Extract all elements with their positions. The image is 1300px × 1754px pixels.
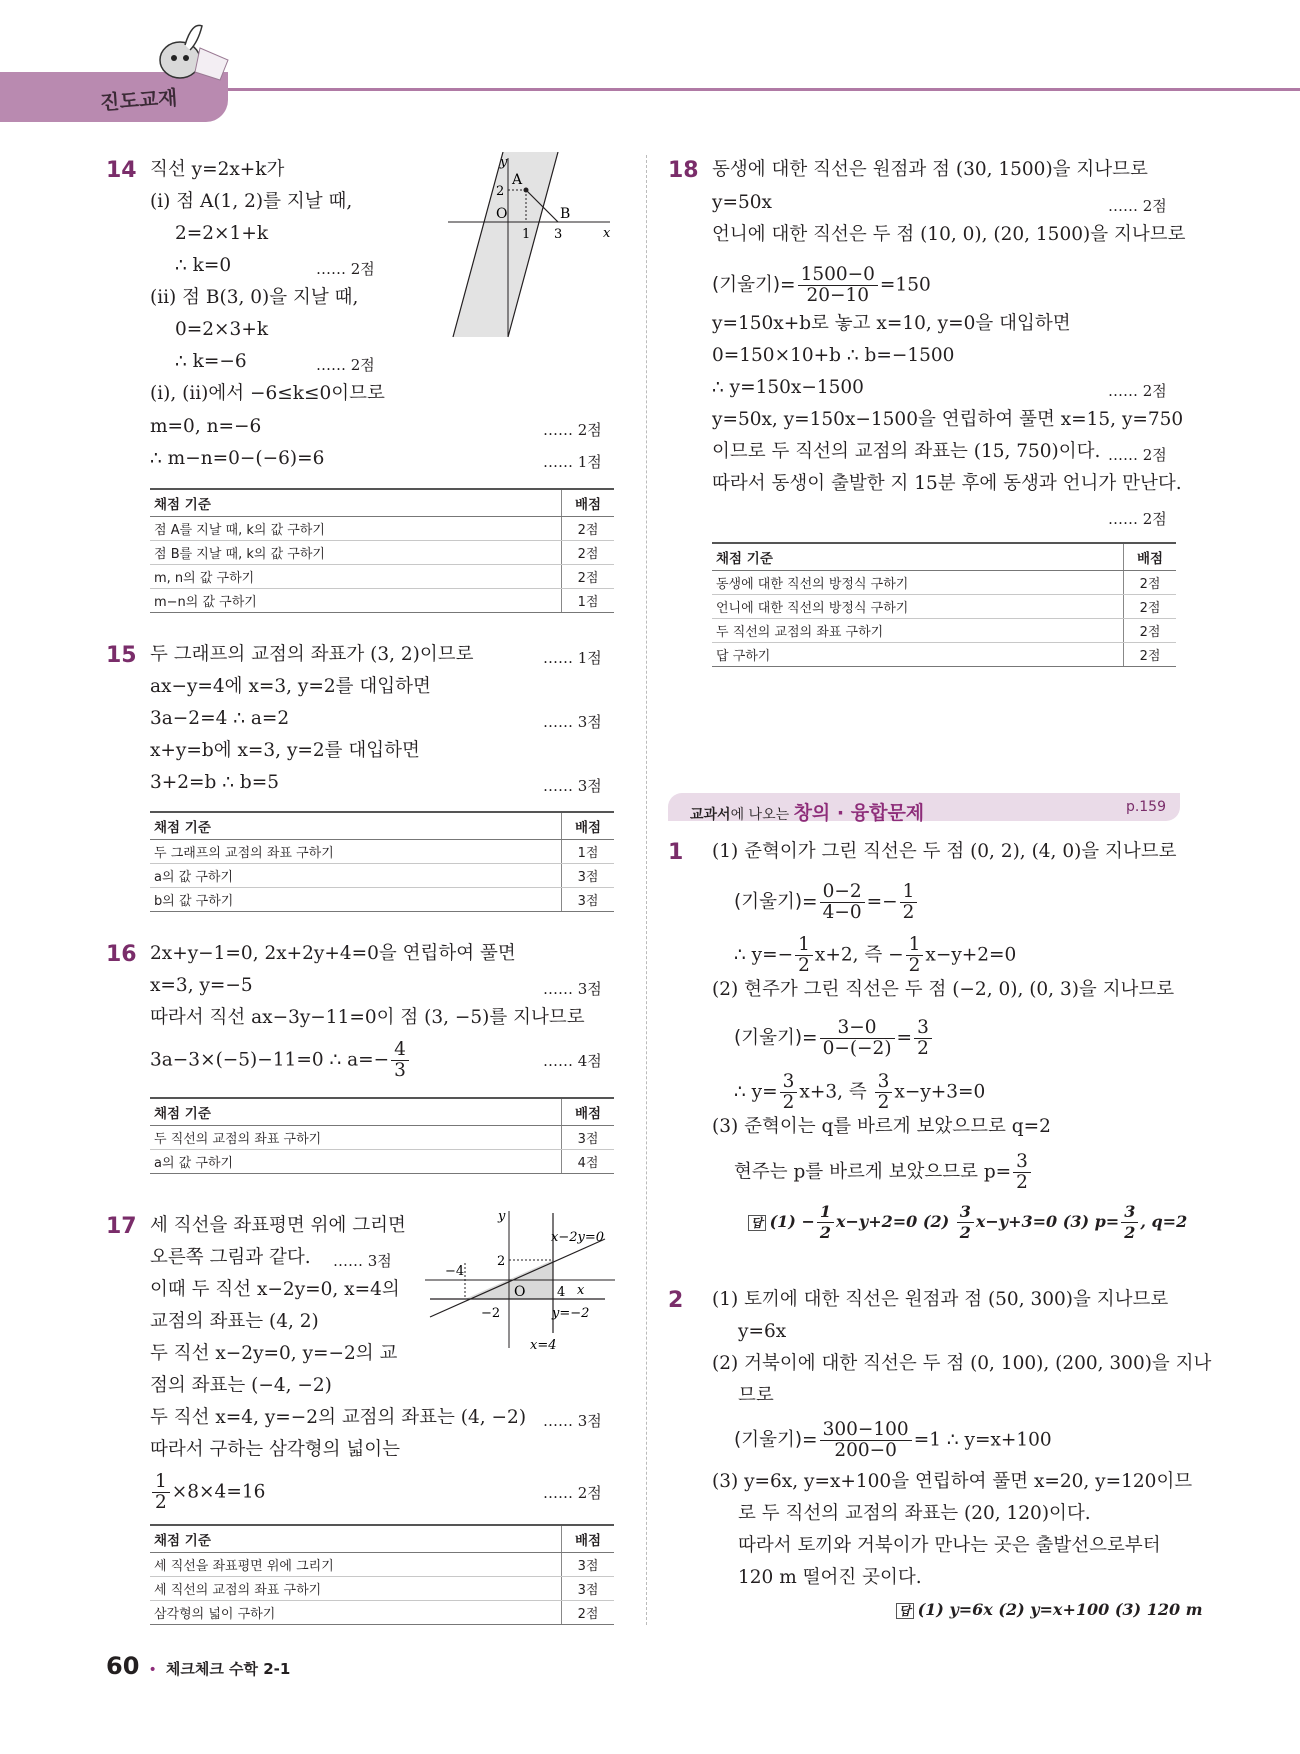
scoring-criterion: m, n의 값 구하기 [150, 565, 562, 589]
q14-x-label: x [603, 226, 611, 241]
scoring-header: 배점 [562, 489, 615, 517]
q14-shaded-region [453, 152, 558, 337]
p1-text: (기울기)= [734, 891, 818, 913]
p1-line [734, 1072, 985, 1113]
q17-line-label: y=−2 [552, 1306, 590, 1321]
q17-line: 점의 좌표는 (−4, −2) [150, 1375, 332, 1396]
q16-scoring-table [150, 1097, 614, 1174]
q14-A-label: A [512, 172, 523, 188]
q18-line: 이므로 두 직선의 교점의 좌표는 (15, 750)이다. [712, 441, 1101, 462]
frac-numerator: 3 [1121, 1202, 1138, 1223]
q14-points: …… 1점 [543, 453, 602, 471]
p1-answer [748, 1202, 1187, 1243]
scoring-criterion: 답 구하기 [712, 643, 1124, 667]
q15-line: 두 그래프의 교점의 좌표가 (3, 2)이므로 [150, 644, 474, 665]
q16-points: …… 3점 [543, 980, 602, 998]
q14-B-label: B [560, 206, 571, 222]
footer-bullet: • [148, 1662, 157, 1678]
q17-line [150, 1472, 265, 1513]
q17-graph [425, 1203, 625, 1353]
q14-line: m=0, n=−6 [150, 416, 262, 437]
q17-line-label: x−2y=0 [551, 1230, 605, 1245]
q15-line: x+y=b에 x=3, y=2를 대입하면 [150, 740, 420, 761]
scoring-points: 4점 [562, 1150, 615, 1174]
q17-line: 두 직선 x−2y=0, y=−2의 교 [150, 1343, 398, 1364]
frac-numerator: 1 [795, 935, 813, 956]
p1-text: =− [866, 891, 898, 913]
p1-line: (1) 준혁이가 그린 직선은 두 점 (0, 2), (4, 0)을 지나므로 [712, 841, 1177, 862]
p1-text: ∴ y= [734, 1081, 778, 1103]
frac-numerator: 3 [914, 1018, 932, 1039]
q18-line: ∴ y=150x−1500 [712, 377, 864, 398]
scoring-points: 3점 [562, 864, 615, 888]
q17-scoring-table [150, 1524, 614, 1625]
answer-box-icon: 답 [896, 1603, 914, 1619]
q17-x-label: x [577, 1283, 585, 1298]
q18-points: …… 2점 [1108, 197, 1167, 215]
q18-points: …… 2점 [1108, 510, 1167, 528]
scoring-criterion: 두 직선의 교점의 좌표 구하기 [712, 619, 1124, 643]
q18-line: y=50x [712, 192, 772, 213]
frac-numerator: 1500−0 [798, 265, 878, 286]
p2-line: (3) y=6x, y=x+100을 연립하여 풀면 x=20, y=120이므 [712, 1471, 1193, 1492]
q17-line: 교점의 좌표는 (4, 2) [150, 1311, 319, 1332]
q16-line [150, 1040, 411, 1081]
q17-line-label: x=4 [530, 1338, 557, 1353]
p1-text: x+3, 즉 [799, 1081, 873, 1103]
q18-line-text: (기울기)= [712, 274, 796, 296]
scoring-header: 채점 기준 [150, 1098, 562, 1126]
p1-answer-fraction [817, 1202, 834, 1243]
q14-line: ∴ k=−6 [175, 351, 247, 372]
q14-line: ∴ m−n=0−(−6)=6 [150, 448, 325, 469]
section-title [690, 798, 924, 825]
q17-line: 세 직선을 좌표평면 위에 그리면 [150, 1215, 406, 1236]
p1-text: x−y+3=0 [894, 1081, 986, 1103]
q17-line: 따라서 구하는 삼각형의 넓이는 [150, 1439, 400, 1460]
p1-fraction [906, 935, 924, 976]
q18-points: …… 2점 [1108, 446, 1167, 464]
scoring-points: 1점 [562, 840, 615, 864]
p1-line [734, 882, 919, 923]
q17-line: 이때 두 직선 x−2y=0, x=4의 [150, 1279, 400, 1300]
p1-text: = [896, 1027, 913, 1049]
section-header-bar [668, 793, 1180, 824]
q17-line-text: ×8×4=16 [171, 1481, 266, 1503]
q17-line: 오른쪽 그림과 같다. [150, 1247, 311, 1268]
scoring-points: 2점 [562, 517, 615, 541]
frac-numerator: 3 [1013, 1152, 1031, 1173]
scoring-header: 배점 [562, 812, 615, 840]
q14-line: ∴ k=0 [175, 255, 232, 276]
q15-points: …… 3점 [543, 777, 602, 795]
q18-line-text: =150 [879, 274, 931, 296]
q14-line: 0=2×3+k [175, 319, 269, 340]
scoring-points: 3점 [562, 1553, 615, 1577]
scoring-criterion: 삼각형의 넓이 구하기 [150, 1601, 562, 1625]
p2-line: 120 m 떨어진 곳이다. [738, 1567, 922, 1588]
q18-slope-fraction [798, 265, 878, 306]
q16-line: x=3, y=−5 [150, 975, 253, 996]
q14-origin-label: O [496, 206, 508, 222]
p2-line: y=6x [738, 1321, 787, 1342]
p1-text: ∴ y=− [734, 944, 794, 966]
q18-points: …… 2점 [1108, 382, 1167, 400]
frac-denominator: 2 [959, 1223, 971, 1242]
section-prefix: 교과서 [690, 807, 731, 823]
q17-line: 두 직선 x=4, y=−2의 교점의 좌표는 (4, −2) [150, 1407, 527, 1428]
p1-fraction [1013, 1152, 1031, 1193]
scoring-points: 3점 [562, 1577, 615, 1601]
q16-points: …… 4점 [543, 1052, 602, 1070]
frac-denominator: 2 [155, 1492, 167, 1513]
p1-answer-fraction [957, 1202, 974, 1243]
scoring-criterion: b의 값 구하기 [150, 888, 562, 912]
scoring-points: 2점 [1124, 619, 1177, 643]
scoring-points: 3점 [562, 888, 615, 912]
question-15-number: 15 [106, 643, 137, 668]
q17-tick-4: 4 [557, 1285, 566, 1300]
p2-text: =1 ∴ y=x+100 [913, 1429, 1052, 1451]
q14-scoring-table [150, 488, 614, 613]
frac-denominator: 2 [782, 1092, 795, 1113]
scoring-criterion: 세 직선을 좌표평면 위에 그리기 [150, 1553, 562, 1577]
q15-scoring-table [150, 811, 614, 912]
q14-points: …… 2점 [316, 356, 375, 374]
q17-half-fraction [152, 1472, 170, 1513]
scoring-header: 채점 기준 [150, 489, 562, 517]
frac-denominator: 2 [798, 955, 810, 976]
frac-numerator: 1 [817, 1202, 834, 1223]
frac-numerator: 3 [875, 1072, 893, 1093]
answer-box-icon: 답 [748, 1215, 766, 1231]
p1-line: (3) 준혁이는 q를 바르게 보았으므로 q=2 [712, 1116, 1051, 1137]
q14-line: (ⅱ) 점 B(3, 0)을 지날 때, [150, 287, 359, 308]
frac-denominator: 2 [902, 902, 915, 923]
scoring-points: 2점 [562, 565, 615, 589]
frac-numerator: 3 [957, 1202, 974, 1223]
q14-line: (ⅰ), (ⅱ)에서 −6≤k≤0이므로 [150, 383, 385, 404]
q18-line: 동생에 대한 직선은 원점과 점 (30, 1500)을 지나므로 [712, 159, 1148, 180]
p1-answer-text: (1) − [769, 1212, 815, 1231]
section-page-ref: p.159 [1125, 799, 1166, 815]
scoring-header: 채점 기준 [150, 812, 562, 840]
p2-text: (기울기)= [734, 1429, 818, 1451]
p1-fraction [820, 882, 865, 923]
book-title: 체크체크 수학 2-1 [165, 1660, 291, 1678]
q17-points: …… 2점 [543, 1484, 602, 1502]
p1-fraction [780, 1072, 798, 1113]
scoring-points: 2점 [1124, 643, 1177, 667]
p2-line: (2) 거북이에 대한 직선은 두 점 (0, 100), (200, 300)을 지나 [712, 1353, 1212, 1374]
p1-line [734, 935, 1016, 976]
q15-line: 3a−2=4 ∴ a=2 [150, 708, 290, 729]
scoring-header: 배점 [562, 1525, 615, 1553]
p1-fraction [900, 882, 918, 923]
scoring-points: 3점 [562, 1126, 615, 1150]
p2-line: 므로 [738, 1385, 774, 1406]
q17-tick-m4: −4 [445, 1264, 465, 1279]
frac-denominator: 4−0 [822, 902, 862, 923]
q14-line: 2=2×1+k [175, 223, 269, 244]
column-divider [646, 155, 647, 1625]
scoring-criterion: a의 값 구하기 [150, 1150, 562, 1174]
p1-fraction [820, 1018, 895, 1059]
p1-text: x+2, 즉 − [814, 944, 904, 966]
q14-line: (ⅰ) 점 A(1, 2)를 지날 때, [150, 191, 353, 212]
q18-scoring-table [712, 542, 1176, 667]
scoring-criterion: 언니에 대한 직선의 방정식 구하기 [712, 595, 1124, 619]
q17-origin-label: O [514, 1284, 526, 1300]
p1-answer-text: x−y+3=0 (3) p= [975, 1212, 1120, 1231]
p2-line: (1) 토끼에 대한 직선은 원점과 점 (50, 300)을 지나므로 [712, 1289, 1169, 1310]
frac-denominator: 2 [877, 1092, 890, 1113]
frac-denominator: 2 [819, 1223, 831, 1242]
scoring-criterion: 두 그래프의 교점의 좌표 구하기 [150, 840, 562, 864]
section-title-main: 창의 · 융합문제 [793, 802, 925, 824]
p1-text: (기울기)= [734, 1027, 818, 1049]
frac-denominator: 2 [1124, 1223, 1136, 1242]
frac-numerator: 1 [900, 882, 918, 903]
scoring-header: 배점 [562, 1098, 615, 1126]
p1-answer-fraction [1121, 1202, 1138, 1243]
question-14-number: 14 [106, 158, 137, 183]
scoring-criterion: m−n의 값 구하기 [150, 589, 562, 613]
scoring-criterion: 동생에 대한 직선의 방정식 구하기 [712, 571, 1124, 595]
frac-numerator: 1 [152, 1472, 170, 1493]
q17-points: …… 3점 [543, 1412, 602, 1430]
question-16-number: 16 [106, 942, 137, 967]
frac-numerator: 3−0 [820, 1018, 895, 1039]
q15-points: …… 3점 [543, 713, 602, 731]
question-17-number: 17 [106, 1214, 137, 1239]
scoring-criterion: 점 B를 지날 때, k의 값 구하기 [150, 541, 562, 565]
p1-answer-text: x−y+2=0 (2) [835, 1212, 955, 1231]
p1-answer-text: , q=2 [1140, 1212, 1188, 1231]
question-18-number: 18 [668, 158, 699, 183]
q14-tick-3: 3 [554, 227, 563, 242]
p1-text: x−y+2=0 [925, 944, 1017, 966]
q14-points: …… 2점 [543, 421, 602, 439]
p1-fraction [914, 1018, 932, 1059]
frac-numerator: 1 [906, 935, 924, 956]
section-mid: 에 나오는 [730, 807, 794, 823]
rabbit-mascot-icon [150, 20, 230, 90]
scoring-points: 2점 [1124, 595, 1177, 619]
scoring-criterion: 점 A를 지날 때, k의 값 구하기 [150, 517, 562, 541]
q14-points: …… 2점 [316, 260, 375, 278]
scoring-header: 채점 기준 [712, 543, 1124, 571]
p1-line [734, 1152, 1033, 1193]
p2-line: 따라서 토끼와 거북이가 만나는 곳은 출발선으로부터 [738, 1535, 1161, 1556]
frac-numerator: 0−2 [820, 882, 865, 903]
scoring-points: 2점 [562, 541, 615, 565]
scoring-criterion: 두 직선의 교점의 좌표 구하기 [150, 1126, 562, 1150]
q16-line: 따라서 직선 ax−3y−11=0이 점 (3, −5)를 지나므로 [150, 1007, 585, 1028]
q18-line: y=50x, y=150x−1500을 연립하여 풀면 x=15, y=750 [712, 409, 1184, 430]
scoring-points: 2점 [1124, 571, 1177, 595]
q17-tick-2: 2 [497, 1254, 506, 1269]
frac-denominator: 20−10 [806, 285, 870, 306]
chapter-tag-label: 진도교재 [99, 85, 179, 115]
q14-point-A [524, 188, 529, 193]
frac-denominator: 0−(−2) [822, 1038, 892, 1059]
q18-line: 따라서 동생이 출발한 지 15분 후에 동생과 언니가 만난다. [712, 473, 1182, 494]
q14-line: 직선 y=2x+k가 [150, 159, 285, 180]
scoring-header: 채점 기준 [150, 1525, 562, 1553]
q15-points: …… 1점 [543, 649, 602, 667]
q14-graph [448, 152, 618, 342]
q18-line [712, 265, 931, 306]
frac-denominator: 3 [394, 1060, 406, 1081]
page-footer [106, 1652, 290, 1680]
problem-2-number: 2 [668, 1288, 684, 1313]
p2-slope-fraction [820, 1420, 912, 1461]
q15-line: 3+2=b ∴ b=5 [150, 772, 280, 793]
p2-line [734, 1420, 1052, 1461]
p1-line: (2) 현주가 그린 직선은 두 점 (−2, 0), (0, 3)을 지나므로 [712, 979, 1175, 1000]
q16-line-text: 3a−3×(−5)−11=0 ∴ a=− [150, 1049, 390, 1071]
p1-fraction [795, 935, 813, 976]
p1-text: 현주는 p를 바르게 보았으므로 p= [734, 1161, 1012, 1183]
q18-line: y=150x+b로 놓고 x=10, y=0을 대입하면 [712, 313, 1071, 334]
scoring-criterion: 세 직선의 교점의 좌표 구하기 [150, 1577, 562, 1601]
p1-line [734, 1018, 934, 1059]
frac-numerator: 3 [780, 1072, 798, 1093]
scoring-points: 1점 [562, 589, 615, 613]
scoring-header: 배점 [1124, 543, 1177, 571]
q14-tick-1: 1 [522, 227, 531, 242]
frac-denominator: 200−0 [834, 1440, 897, 1461]
q18-line: 0=150×10+b ∴ b=−1500 [712, 345, 955, 366]
scoring-criterion: a의 값 구하기 [150, 864, 562, 888]
frac-denominator: 2 [917, 1038, 929, 1059]
problem-1-number: 1 [668, 840, 684, 865]
frac-numerator: 4 [391, 1040, 409, 1061]
p2-answer-text: (1) y=6x (2) y=x+100 (3) 120 m [917, 1600, 1203, 1619]
frac-numerator: 300−100 [820, 1420, 912, 1441]
q14-tick-2: 2 [496, 184, 505, 199]
q17-tick-m2: −2 [481, 1306, 501, 1321]
q16-line: 2x+y−1=0, 2x+2y+4=0을 연립하여 풀면 [150, 943, 516, 964]
frac-denominator: 2 [908, 955, 921, 976]
q14-y-label: y [500, 155, 508, 170]
q15-line: ax−y=4에 x=3, y=2를 대입하면 [150, 676, 431, 697]
scoring-points: 2점 [562, 1601, 615, 1625]
q16-fraction [391, 1040, 409, 1081]
frac-denominator: 2 [1016, 1172, 1028, 1193]
page-number: 60 [106, 1652, 140, 1680]
q17-points: …… 3점 [333, 1252, 392, 1270]
p2-line: 로 두 직선의 교점의 좌표는 (20, 120)이다. [738, 1503, 1091, 1524]
q17-y-label: y [498, 1209, 506, 1224]
p1-fraction [875, 1072, 893, 1113]
p2-answer [896, 1598, 1203, 1622]
q18-line: 언니에 대한 직선은 두 점 (10, 0), (20, 1500)을 지나므로 [712, 224, 1186, 245]
